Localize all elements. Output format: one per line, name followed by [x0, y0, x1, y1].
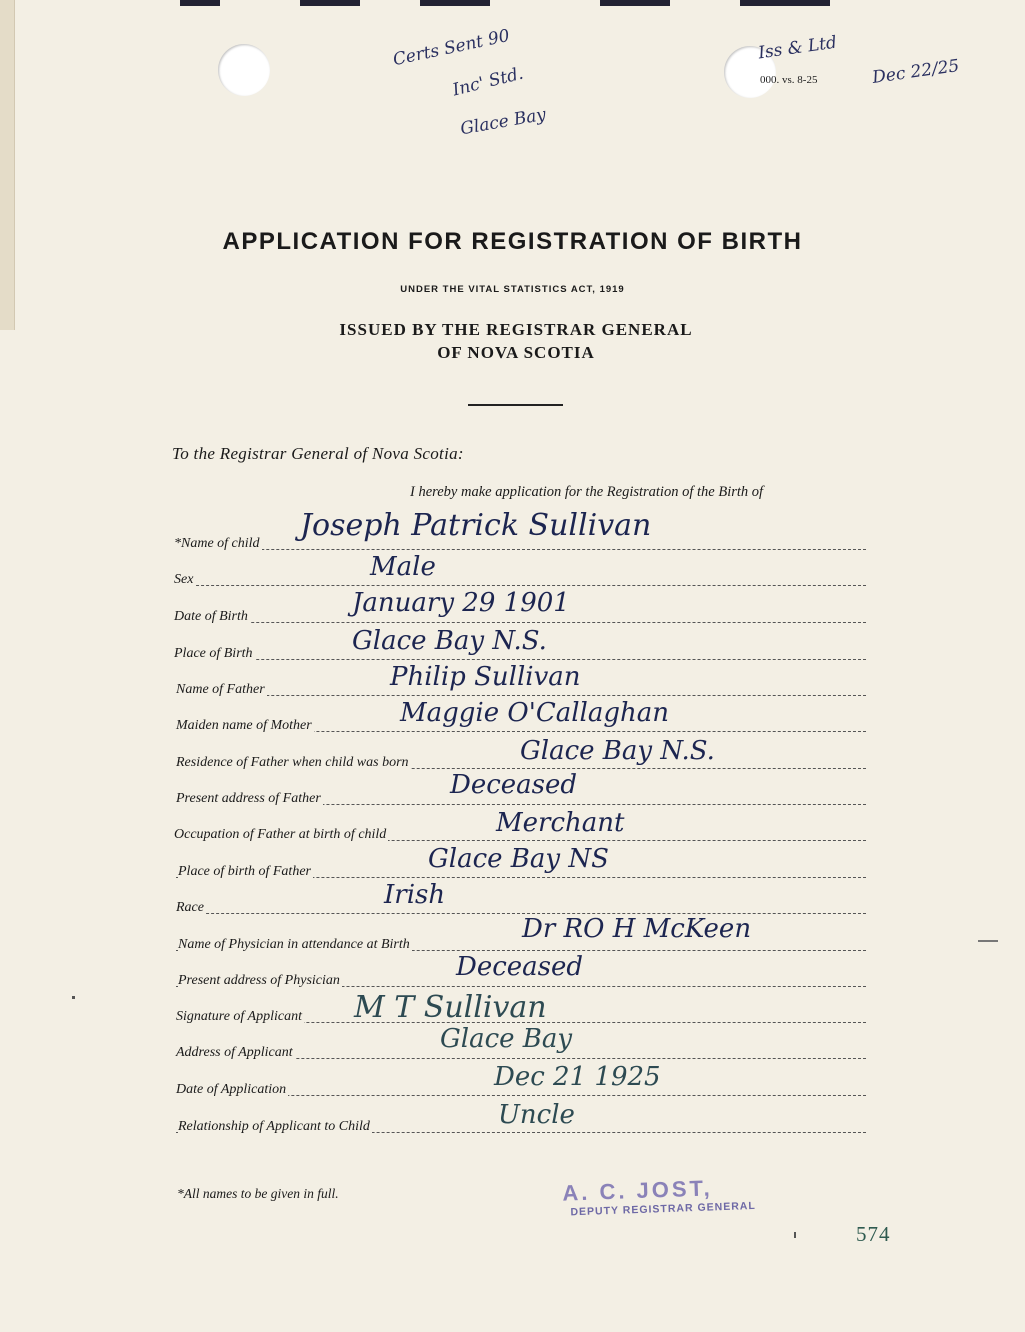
label-present-address-of-father: Present address of Father — [176, 791, 321, 806]
handwritten-note-inc: Inc' Std. — [450, 63, 526, 101]
issuer-line-1: ISSUED BY THE REGISTRAR GENERAL — [339, 320, 693, 339]
value-present-address-of-physician: Deceased — [456, 952, 584, 982]
field-line — [176, 659, 866, 660]
divider-rule — [468, 404, 563, 406]
value-date-of-application: Dec 21 1925 — [494, 1062, 661, 1092]
value-maiden-name-of-mother: Maggie O'Callaghan — [400, 698, 670, 728]
value-place-of-birth: Glace Bay N.S. — [352, 626, 547, 656]
label-name-of-father: Name of Father — [176, 682, 265, 697]
field-line — [176, 585, 866, 586]
value-residence-of-father: Glace Bay N.S. — [520, 736, 715, 766]
label-residence-of-father: Residence of Father when child was born — [176, 755, 409, 770]
handwritten-note-date: Dec 22/25 — [871, 56, 961, 88]
label-sex: Sex — [174, 572, 194, 587]
label-relationship-of-applicant: Relationship of Applicant to Child — [178, 1119, 370, 1134]
label-name-of-physician: Name of Physician in attendance at Birth — [178, 937, 410, 952]
label-address-of-applicant: Address of Applicant — [176, 1045, 293, 1060]
paper-edge — [0, 0, 15, 330]
label-occupation-of-father: Occupation of Father at birth of child — [174, 827, 387, 842]
value-place-of-birth-of-father: Glace Bay NS — [428, 844, 609, 874]
field-line — [176, 695, 866, 696]
field-line — [176, 622, 866, 623]
value-name-of-physician: Dr RO H McKeen — [522, 914, 752, 944]
label-place-of-birth-of-father: Place of birth of Father — [178, 864, 311, 879]
speck — [978, 940, 998, 942]
value-signature-of-applicant: M T Sullivan — [354, 990, 547, 1025]
value-sex: Male — [370, 552, 436, 582]
label-maiden-name-of-mother: Maiden name of Mother — [176, 718, 312, 733]
handwritten-note-iss: Iss & Ltd — [756, 32, 839, 64]
form-subtitle: UNDER THE VITAL STATISTICS ACT, 1919 — [400, 284, 625, 295]
intro-text: I hereby make application for the Registration of the Birth of — [410, 484, 764, 500]
footnote: *All names to be given in full. — [177, 1186, 339, 1201]
value-race: Irish — [384, 880, 446, 910]
label-date-of-birth: Date of Birth — [174, 609, 248, 624]
label-present-address-of-physician: Present address of Physician — [178, 973, 340, 988]
value-occupation-of-father: Merchant — [496, 808, 625, 838]
stamp-title: DEPUTY REGISTRAR GENERAL — [570, 1199, 757, 1219]
issuer-line-2: OF NOVA SCOTIA — [437, 343, 595, 362]
registrar-stamp — [519, 1174, 756, 1220]
punch-hole-left — [218, 44, 270, 96]
label-date-of-application: Date of Application — [176, 1082, 287, 1097]
handwritten-note-certs: Certs Sent 90 — [391, 25, 512, 71]
top-edge-marks — [180, 0, 1000, 10]
handwritten-note-location: Glace Bay — [458, 104, 548, 140]
form-code: 000. vs. 8-25 — [760, 74, 818, 86]
issuer-block — [0, 318, 1025, 364]
field-line — [176, 549, 866, 550]
document-number: 574 — [856, 1222, 891, 1246]
value-present-address-of-father: Deceased — [450, 770, 578, 800]
label-signature-of-applicant: Signature of Applicant — [176, 1009, 302, 1024]
value-relationship-of-applicant: Uncle — [498, 1100, 575, 1130]
value-address-of-applicant: Glace Bay — [440, 1024, 573, 1054]
label-place-of-birth: Place of Birth — [174, 646, 253, 661]
salutation: To the Registrar General of Nova Scotia: — [172, 444, 464, 463]
value-date-of-birth: January 29 1901 — [352, 588, 570, 618]
stamp-name: A. C. JOST, — [561, 1175, 714, 1206]
value-name-of-father: Philip Sullivan — [390, 662, 581, 692]
field-line — [176, 913, 866, 914]
speck — [72, 996, 75, 999]
speck — [794, 1232, 796, 1238]
label-race: Race — [176, 900, 204, 915]
label-name-of-child: *Name of child — [174, 536, 260, 551]
form-title: APPLICATION FOR REGISTRATION OF BIRTH — [222, 228, 803, 255]
value-name-of-child: Joseph Patrick Sullivan — [300, 508, 652, 543]
